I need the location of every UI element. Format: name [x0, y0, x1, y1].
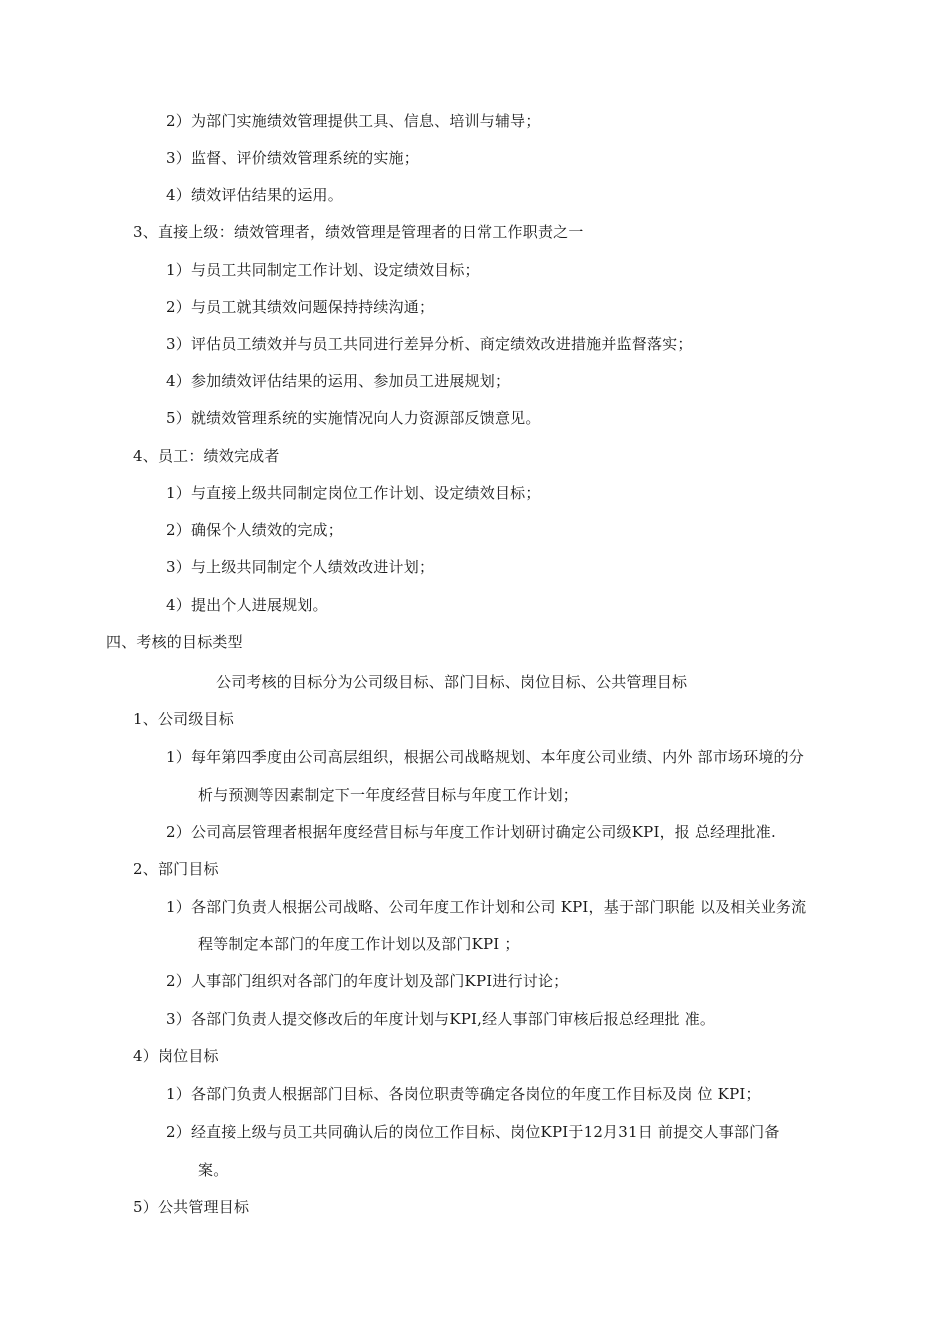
section-heading: 4、员工：绩效完成者 [133, 447, 280, 465]
text-line-continued: 析与预测等因素制定下一年度经营目标与年度工作计划； [198, 786, 579, 804]
text-line: 2）公司高层管理者根据年度经营目标与年度工作计划研讨确定公司级KPI，报 总经理批准. [166, 823, 776, 841]
text-line: 1）每年第四季度由公司高层组织，根据公司战略规划、本年度公司业绩、内外 部市场环境的分 [166, 748, 804, 766]
text-line: 2）为部门实施绩效管理提供工具、信息、培训与辅导； [166, 112, 541, 130]
text-line: 2）人事部门组织对各部门的年度计划及部门KPI进行讨论； [166, 972, 569, 990]
text-line: 3）与上级共同制定个人绩效改进计划； [166, 558, 435, 576]
text-line-continued: 案。 [198, 1161, 229, 1179]
section-heading: 2、部门目标 [133, 860, 219, 878]
section-heading: 4）岗位目标 [133, 1047, 219, 1065]
section-heading: 3、直接上级：绩效管理者，绩效管理是管理者的日常工作职责之一 [133, 223, 584, 241]
text-line: 1）各部门负责人根据公司战略、公司年度工作计划和公司 KPI，基于部门职能 以及相关业务流 [166, 898, 807, 916]
text-line-continued: 程等制定本部门的年度工作计划以及部门KPI ； [198, 935, 520, 953]
text-line: 5）就绩效管理系统的实施情况向人力资源部反馈意见。 [166, 409, 541, 427]
chapter-heading: 四、考核的目标类型 [106, 633, 243, 651]
intro-line: 公司考核的目标分为公司级目标、部门目标、岗位目标、公共管理目标 [216, 673, 688, 691]
text-line: 2）与员工就其绩效问题保持持续沟通； [166, 298, 435, 316]
text-line: 2）经直接上级与员工共同确认后的岗位工作目标、岗位KPI于12月31日 前提交人事部门备 [166, 1123, 780, 1141]
text-line: 3）监督、评价绩效管理系统的实施； [166, 149, 419, 167]
text-line: 1）与直接上级共同制定岗位工作计划、设定绩效目标； [166, 484, 541, 502]
text-line: 3）各部门负责人提交修改后的年度计划与KPI,经人事部门审核后报总经理批 准。 [166, 1010, 716, 1028]
text-line: 4）提出个人进展规划。 [166, 596, 328, 614]
text-line: 3）评估员工绩效并与员工共同进行差异分析、商定绩效改进措施并监督落实； [166, 335, 693, 353]
text-line: 4）参加绩效评估结果的运用、参加员工进展规划； [166, 372, 511, 390]
text-line: 4）绩效评估结果的运用。 [166, 186, 343, 204]
section-heading: 1、公司级目标 [133, 710, 234, 728]
text-line: 2）确保个人绩效的完成； [166, 521, 343, 539]
text-line: 1）各部门负责人根据部门目标、各岗位职责等确定各岗位的年度工作目标及岗 位 KPI； [166, 1085, 761, 1103]
text-line: 1）与员工共同制定工作计划、设定绩效目标； [166, 261, 480, 279]
section-heading: 5）公共管理目标 [133, 1198, 250, 1216]
